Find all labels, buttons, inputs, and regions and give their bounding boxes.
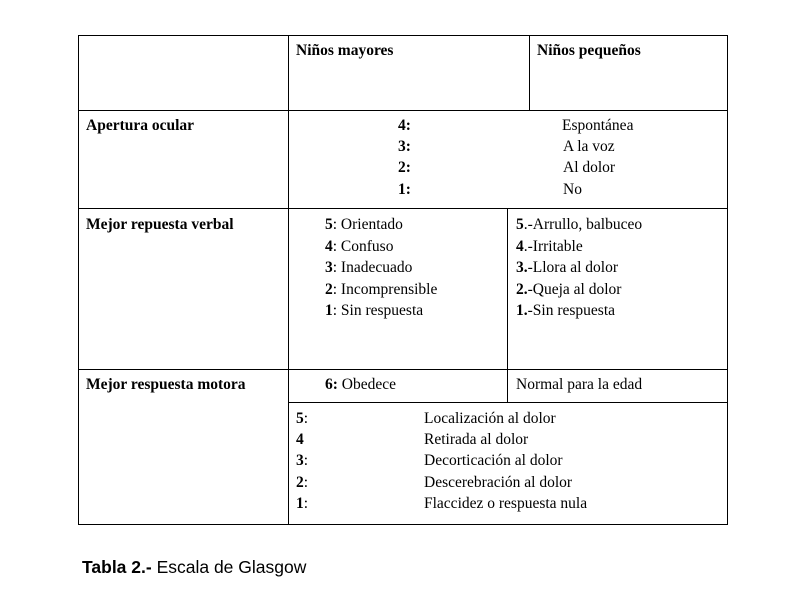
table-border-left — [78, 35, 79, 525]
verbal-younger-item: 2.-Queja al dolor — [516, 281, 622, 298]
motor-score: 3: — [296, 452, 309, 469]
table-rule-eye — [78, 208, 728, 209]
motor-score: 4 — [296, 431, 304, 448]
eye-score: 3: — [398, 138, 411, 155]
motor-response: Decorticación al dolor — [424, 452, 563, 469]
table-col-divider — [288, 35, 289, 525]
motor-response: Retirada al dolor — [424, 431, 529, 448]
row-label-eye-opening: Apertura ocular — [86, 117, 195, 134]
motor-score: 5: — [296, 410, 309, 427]
eye-response: No — [563, 181, 582, 198]
table-border-right — [727, 35, 728, 525]
eye-response: Al dolor — [563, 159, 616, 176]
verbal-younger-item: 1.-Sin respuesta — [516, 302, 616, 319]
header-older-children: Niños mayores — [296, 42, 394, 59]
row-label-verbal: Mejor repuesta verbal — [86, 216, 234, 233]
table-caption: Tabla 2.- Escala de Glasgow — [82, 557, 307, 577]
motor-score: 1: — [296, 495, 309, 512]
table-rule-verbal — [78, 369, 728, 370]
table-border-top — [78, 35, 728, 36]
verbal-older-item: 5: Orientado — [325, 216, 403, 233]
header-younger-children: Niños pequeños — [537, 42, 641, 59]
eye-response: Espontánea — [562, 117, 634, 134]
verbal-younger-item: 5.-Arrullo, balbuceo — [516, 216, 643, 233]
table-rule-header — [78, 110, 728, 111]
verbal-younger-item: 4.-Irritable — [516, 238, 583, 255]
verbal-older-item: 2: Incomprensible — [325, 281, 438, 298]
table-header-divider — [529, 35, 530, 111]
motor-score: 2: — [296, 474, 309, 491]
motor-response: Descerebración al dolor — [424, 474, 573, 491]
verbal-younger-item: 3.-Llora al dolor — [516, 259, 619, 276]
motor-younger-top: Normal para la edad — [516, 376, 643, 393]
eye-score: 4: — [398, 117, 411, 134]
verbal-older-item: 4: Confuso — [325, 238, 394, 255]
eye-score: 1: — [398, 181, 411, 198]
table-rule-motor-split — [288, 402, 728, 403]
row-label-motor: Mejor respuesta motora — [86, 376, 246, 393]
eye-response: A la voz — [563, 138, 615, 155]
motor-older-top: 6: Obedece — [325, 376, 397, 393]
motor-response: Localización al dolor — [424, 410, 556, 427]
motor-response: Flaccidez o respuesta nula — [424, 495, 588, 512]
verbal-older-item: 3: Inadecuado — [325, 259, 413, 276]
table-border-bottom — [78, 524, 728, 525]
eye-score: 2: — [398, 159, 411, 176]
table-verbal-divider — [507, 208, 508, 403]
verbal-older-item: 1: Sin respuesta — [325, 302, 424, 319]
